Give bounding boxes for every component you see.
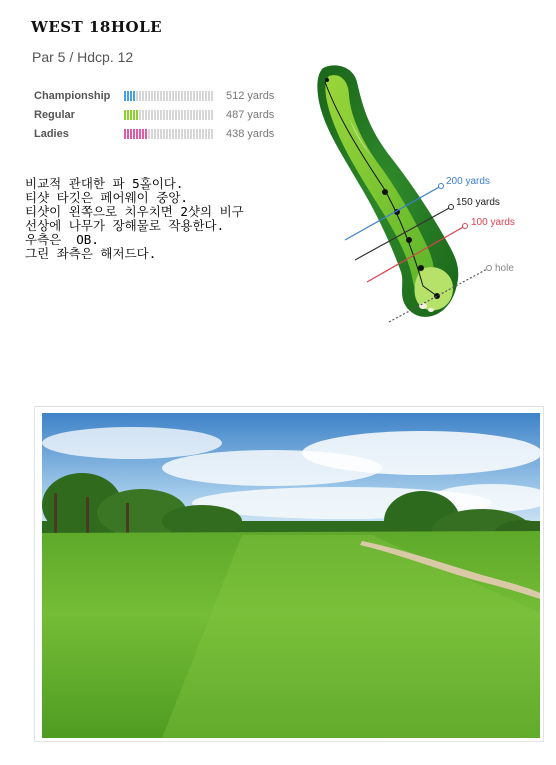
cloud (302, 431, 540, 475)
tee-bar-segment (142, 110, 144, 120)
tee-bar-segment (157, 91, 159, 101)
marker-label-100: 100 yards (471, 217, 515, 228)
tee-bar-segment (190, 91, 192, 101)
tee-bar-segment (160, 129, 162, 139)
tee-bar-segment (193, 91, 195, 101)
tee-bar-segment (175, 110, 177, 120)
tee-bar-segment (178, 129, 180, 139)
tee-bar-segment (157, 110, 159, 120)
tee-bar-segment (127, 91, 129, 101)
tee-bar-segment (145, 129, 147, 139)
distance-point (382, 189, 388, 195)
tee-bar-segment (145, 91, 147, 101)
tee-bar-segment (151, 91, 153, 101)
tee-bar-segment (199, 110, 201, 120)
tee-bar-segment (166, 110, 168, 120)
hole-fairway (325, 75, 434, 293)
tee-bar-segment (184, 91, 186, 101)
tee-bar-segment (187, 91, 189, 101)
marker-dot-hole (487, 266, 492, 271)
tee-bar-segment (136, 91, 138, 101)
hole-description: 비교적 관대한 파 5홀이다. 티샷 타깃은 페어웨이 중앙. 티샷이 왼쪽으로 치우치면 2샷의 비구 선상에 나무가 장해물로 작용한다. 우측은 OB. 그린 좌측은 해저드다. (25, 176, 244, 261)
tee-bar-segment (124, 110, 126, 120)
tee-bar-segment (166, 129, 168, 139)
tee-row-ladies (34, 124, 294, 143)
tee-yards: 487 yards (226, 108, 275, 121)
distance-point (418, 265, 424, 271)
tee-bar-segment (211, 129, 213, 139)
bunker (419, 303, 427, 309)
tee-bar-segment (211, 91, 213, 101)
tee-bar-segment (208, 91, 210, 101)
tee-bar-segment (133, 91, 135, 101)
tee-bar-segment (178, 91, 180, 101)
marker-dot-100 (463, 224, 468, 229)
palm-trees (162, 505, 242, 537)
par-handicap: Par 5 / Hdcp. 12 (32, 49, 134, 65)
tee-bar-segment (148, 110, 150, 120)
marker-label-hole: hole (495, 263, 514, 274)
tee-bar-segment (175, 129, 177, 139)
tee-bar-segment (172, 110, 174, 120)
tee-bar-segment (193, 110, 195, 120)
marker-dot-150 (449, 205, 454, 210)
tee-bar-segment (184, 129, 186, 139)
tee-bar-segment (145, 110, 147, 120)
tee-bar-segment (136, 129, 138, 139)
tee-bar-segment (172, 91, 174, 101)
tee-bar-segment (190, 110, 192, 120)
tee-bar-segment (154, 110, 156, 120)
tee-bar-segment (130, 129, 132, 139)
tee-bar (124, 129, 214, 139)
tee-bar-segment (154, 91, 156, 101)
tee-bar-segment (202, 110, 204, 120)
tee-bar-segment (181, 129, 183, 139)
tee-marker (325, 78, 329, 82)
tee-bar-segment (211, 110, 213, 120)
tee-bar-segment (148, 91, 150, 101)
tee-bar-segment (199, 91, 201, 101)
tee-row-championship (34, 86, 294, 105)
tee-bar-segment (205, 91, 207, 101)
bunker (428, 308, 434, 312)
tee-bar (124, 110, 214, 120)
tee-yards: 512 yards (226, 89, 275, 102)
hole-layout-map (305, 60, 530, 335)
tee-bar-segment (193, 129, 195, 139)
tee-bar-segment (187, 129, 189, 139)
tee-bar-segment (151, 110, 153, 120)
tee-bar-segment (124, 91, 126, 101)
tee-distance-table (34, 86, 294, 143)
tee-bar-segment (154, 129, 156, 139)
tee-bar-segment (202, 129, 204, 139)
tee-bar-segment (178, 110, 180, 120)
tee-bar-segment (142, 91, 144, 101)
tee-bar-segment (196, 91, 198, 101)
tee-bar-segment (190, 129, 192, 139)
tee-bar-segment (181, 91, 183, 101)
tee-bar-segment (172, 129, 174, 139)
tee-bar-segment (136, 110, 138, 120)
tee-bar-segment (139, 110, 141, 120)
tee-bar-segment (184, 110, 186, 120)
pin-point (434, 293, 440, 299)
marker-dot-200 (439, 184, 444, 189)
tee-bar-segment (130, 110, 132, 120)
tee-bar-segment (199, 129, 201, 139)
tee-bar-segment (169, 129, 171, 139)
tee-bar-segment (130, 91, 132, 101)
tee-yards: 438 yards (226, 127, 275, 140)
tee-bar-segment (166, 91, 168, 101)
tee-bar-segment (139, 129, 141, 139)
tee-bar-segment (205, 110, 207, 120)
hole-title: WEST 18HOLE (31, 18, 163, 36)
tee-bar-segment (205, 129, 207, 139)
tee-bar-segment (187, 110, 189, 120)
marker-label-200: 200 yards (446, 176, 490, 187)
tee-bar-segment (163, 91, 165, 101)
cloud (42, 427, 222, 459)
tee-bar-segment (181, 110, 183, 120)
tee-bar-segment (163, 110, 165, 120)
tee-bar-segment (208, 110, 210, 120)
tee-bar-segment (160, 110, 162, 120)
tee-name: Ladies (34, 127, 69, 140)
tee-bar-segment (175, 91, 177, 101)
tee-bar-segment (163, 129, 165, 139)
tee-bar-segment (139, 91, 141, 101)
tee-bar-segment (160, 91, 162, 101)
tee-bar-segment (148, 129, 150, 139)
distance-point (406, 237, 412, 243)
marker-label-150: 150 yards (456, 197, 500, 208)
tee-row-regular (34, 105, 294, 124)
tee-bar-segment (127, 110, 129, 120)
tee-bar-segment (157, 129, 159, 139)
tee-name: Championship (34, 89, 111, 102)
tee-bar-segment (202, 91, 204, 101)
tee-bar-segment (169, 110, 171, 120)
tee-bar (124, 91, 214, 101)
tee-bar-segment (124, 129, 126, 139)
tee-bar-segment (169, 91, 171, 101)
tee-bar-segment (196, 129, 198, 139)
tee-bar-segment (196, 110, 198, 120)
tee-bar-segment (133, 110, 135, 120)
golf-course-photo (42, 413, 540, 738)
tee-bar-segment (142, 129, 144, 139)
tee-bar-segment (151, 129, 153, 139)
tee-bar-segment (208, 129, 210, 139)
tee-name: Regular (34, 108, 75, 121)
tee-bar-segment (133, 129, 135, 139)
tee-bar-segment (127, 129, 129, 139)
